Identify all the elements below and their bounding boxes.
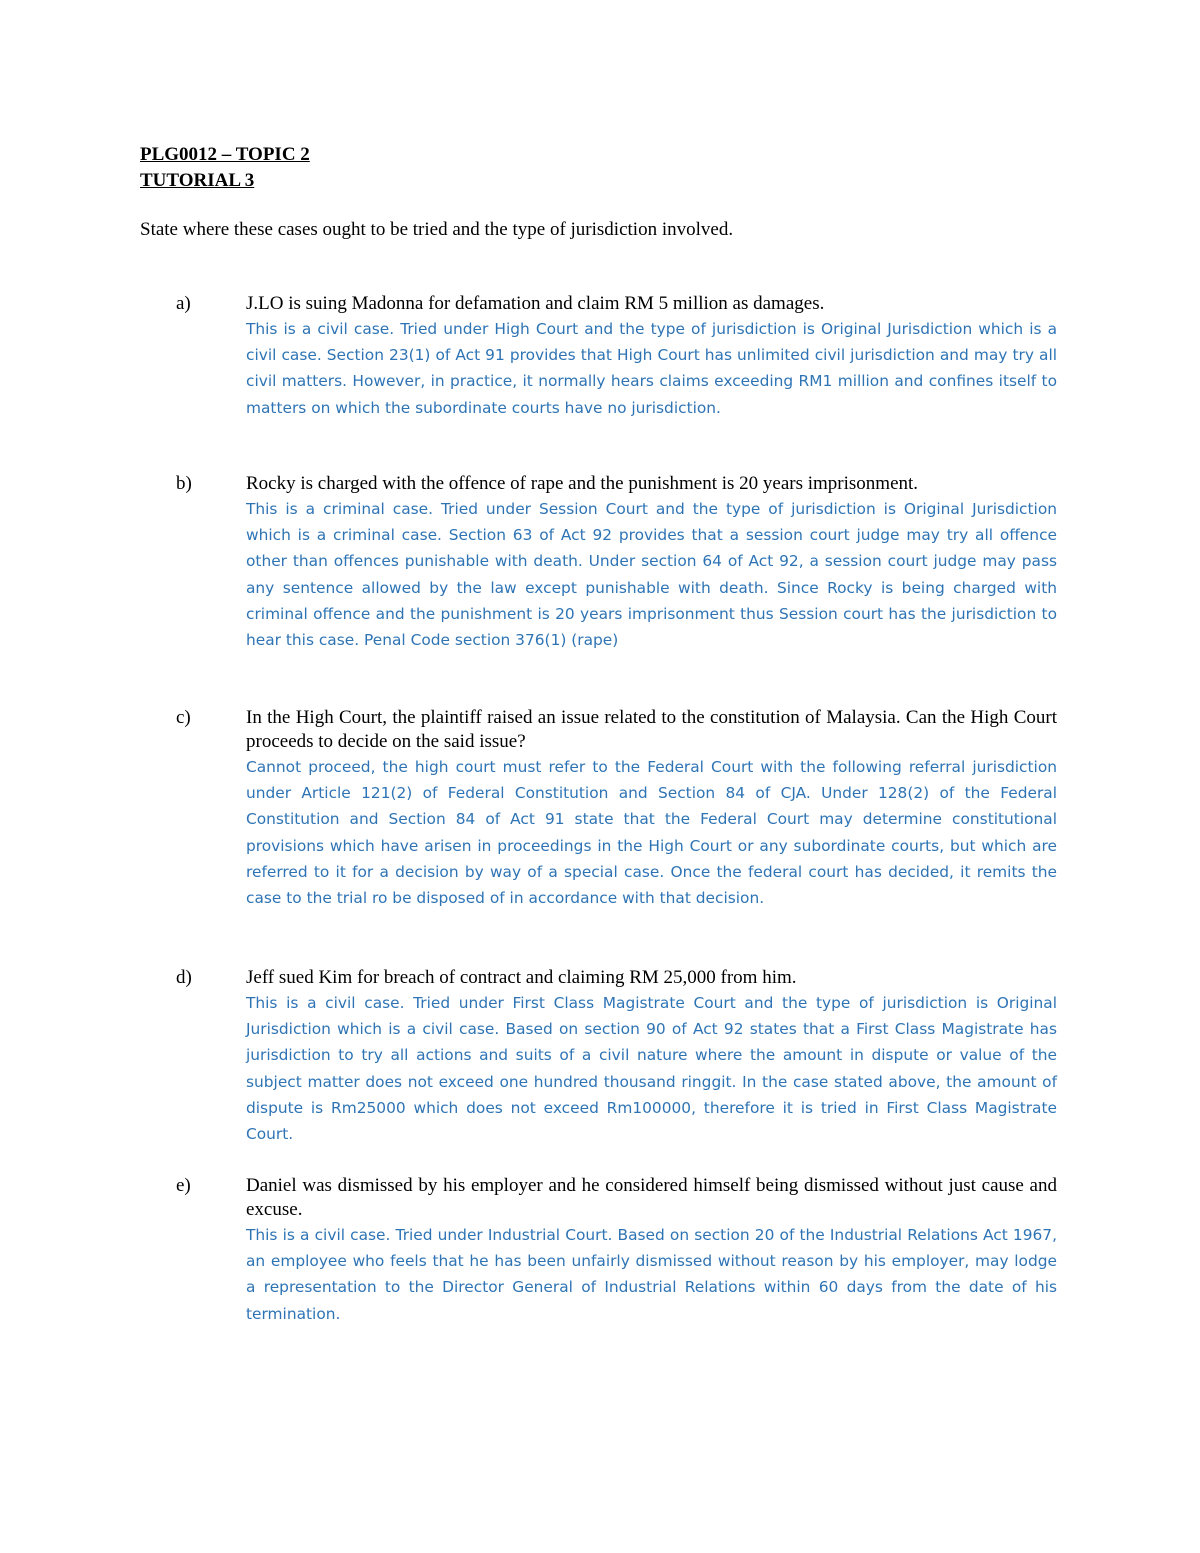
question-text: Rocky is charged with the offence of rape and the punishment is 20 years imprisonment. (246, 473, 919, 494)
question-text: Jeff sued Kim for breach of contract and claiming RM 25,000 from him. (246, 967, 797, 988)
answer-text: Cannot proceed, the high court must refer to the Federal Court with the following referral jurisdiction under Article 121(2) of Federal Constitution and Section 84 of CJA. Under 128(2) of the Federal Constitution and Section 84 of Act 91 state that the Federal Court may determine constitutional provisions which have arisen in proceedings in the High Court or any subordinate courts, but which are referred to it for a decision by way of a special case. Once the federal court has decided, it remits the case to the trial ro be disposed of in accordance with that decision. (246, 758, 1057, 908)
item-body (246, 706, 1057, 911)
item-letter: d) (176, 967, 192, 988)
item-body (246, 1174, 1057, 1327)
item-body (246, 966, 1057, 1147)
course-topic-title: PLG0012 – TOPIC 2 (140, 144, 310, 165)
question-text: J.LO is suing Madonna for defamation and claim RM 5 million as damages. (246, 293, 825, 314)
item-letter: c) (176, 707, 191, 728)
question-text: In the High Court, the plaintiff raised an issue related to the constitution of Malaysia. Can the High Court proceeds to decide on the said issue? (246, 707, 1057, 752)
answer-text: This is a criminal case. Tried under Session Court and the type of jurisdiction is Original Jurisdiction which is a criminal case. Section 63 of Act 92 provides that a session court judge may try all offence other than offences punishable with death. Under section 64 of Act 92, a session court judge may pass any sentence allowed by the law except punishable with death. Since Rocky is being charged with criminal offence and the punishment is 20 years imprisonment thus Session court has the jurisdiction to hear this case. Penal Code section 376(1) (rape) (246, 500, 1057, 650)
item-letter: b) (176, 473, 192, 494)
answer-text: This is a civil case. Tried under Industrial Court. Based on section 20 of the Industrial Relations Act 1967, an employee who feels that he has been unfairly dismissed without reason by his employer, may lodge a representation to the Director General of Industrial Relations within 60 days from the date of his termination. (246, 1226, 1057, 1323)
answer-text: This is a civil case. Tried under High Court and the type of jurisdiction is Original Jurisdiction which is a civil case. Section 23(1) of Act 91 provides that High Court has unlimited civil jurisdiction and may try all civil matters. However, in practice, it normally hears claims exceeding RM1 million and confines itself to matters on which the subordinate courts have no jurisdiction. (246, 320, 1057, 417)
question-text: Daniel was dismissed by his employer and he considered himself being dismissed without just cause and excuse. (246, 1175, 1057, 1220)
tutorial-title: TUTORIAL 3 (140, 170, 255, 191)
item-letter: e) (176, 1175, 191, 1196)
instruction-text: State where these cases ought to be tried and the type of jurisdiction involved. (140, 219, 734, 240)
item-body (246, 292, 1057, 421)
answer-text: This is a civil case. Tried under First Class Magistrate Court and the type of jurisdiction is Original Jurisdiction which is a civil case. Based on section 90 of Act 92 states that a First Class Magistrate has jurisdiction to try all actions and suits of a civil nature where the amount in dispute or value of the subject matter does not exceed one hundred thousand ringgit. In the case stated above, the amount of dispute is Rm25000 which does not exceed Rm100000, therefore it is tried in First Class Magistrate Court. (246, 994, 1057, 1144)
item-letter: a) (176, 293, 191, 314)
document-header (140, 142, 310, 194)
item-body (246, 472, 1057, 653)
